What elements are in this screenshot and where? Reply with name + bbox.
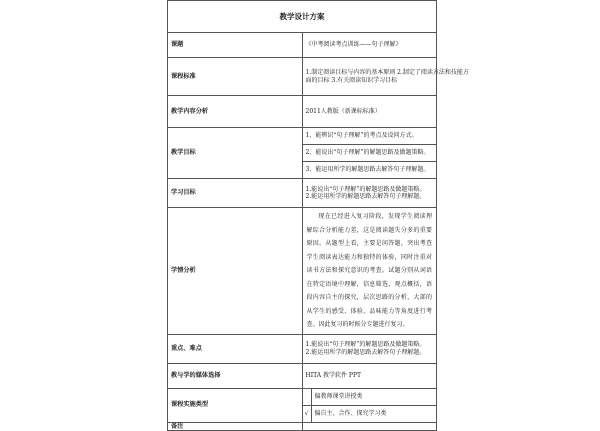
type-options [302,388,437,422]
course-value: 《中考阅读考点训练——句子理解》 [302,33,437,58]
content-value: 2011人教版（新课标标准） [302,96,437,128]
study-line: 2.能运用所学的解题思路去解答句子理解题。 [305,193,426,200]
content-label: 教学内容分析 [168,96,303,128]
analysis-label: 学情分析 [168,208,303,335]
type-option-text: 偏自主、合作、探究学习类 [314,409,387,417]
standard-line: 1.制定阅读目标与内容的基本原则 2.制定了阅读方法和技能方 [305,69,469,76]
type-option-text: 偏教师课堂讲授类 [311,389,436,406]
notes-value [302,422,437,431]
goal-item: 2、能说出“句子理解”的解题思路及做题策略。 [303,145,437,162]
goal-item: 1、能辨识“句子理解”的考点及设问方式。 [303,128,437,145]
media-label: 教与学的媒体选择 [168,363,303,388]
standard-line: 面的目标 3.有关阅读知识学习目标 [305,76,398,84]
study-label: 学习目标 [168,179,303,208]
analysis-text: 现在已经进入复习阶段，发现学生阅读理解综合分析能力差，这是阅读题失分多的重要原因。从题型上看，主要是问答题，突出考查学生阅读表达能力和独特的体验，同时注重对读书方法和探究意识的考查。试题分别从词语在特定语境中理解，信息筛选，观点概括，语段内容自主的探究，层次思路的分析，大部的从学生的感受、体验、品味能力等角度进行考查。因此复习的时候分专题进行复习。 [302,208,437,335]
goals-list [303,128,437,178]
key-line: 1.能说出“句子理解”的解题思路及做题策略。 [305,341,426,348]
goals-value [302,128,437,179]
key-value [302,334,437,363]
type-options-list [303,389,437,422]
media-value: HITA 教学软件 PPT [302,363,437,388]
lesson-plan-table [167,0,469,431]
course-label: 课题 [168,33,303,58]
study-value [302,179,437,208]
goals-label: 教学目标 [168,128,303,179]
key-label: 重点、难点 [168,334,303,363]
type-option-check [303,389,312,406]
notes-label: 备注 [168,422,303,431]
standard-value [302,58,469,96]
type-label: 课程实施类型 [168,388,303,422]
lesson-plan-sheet [167,0,469,430]
type-option-check: √ [303,405,312,422]
study-line: 1.能说出“句子理解”的解题思路及做题策略。 [305,185,426,193]
key-line: 2.能运用所学的解题思路去解答句子理解题。 [305,348,426,356]
document-title: 教学设计方案 [168,1,437,33]
goal-item: 3、能运用所学的解题思路去解答句子理解题。 [305,166,430,174]
standard-label: 课程标准 [168,58,303,96]
